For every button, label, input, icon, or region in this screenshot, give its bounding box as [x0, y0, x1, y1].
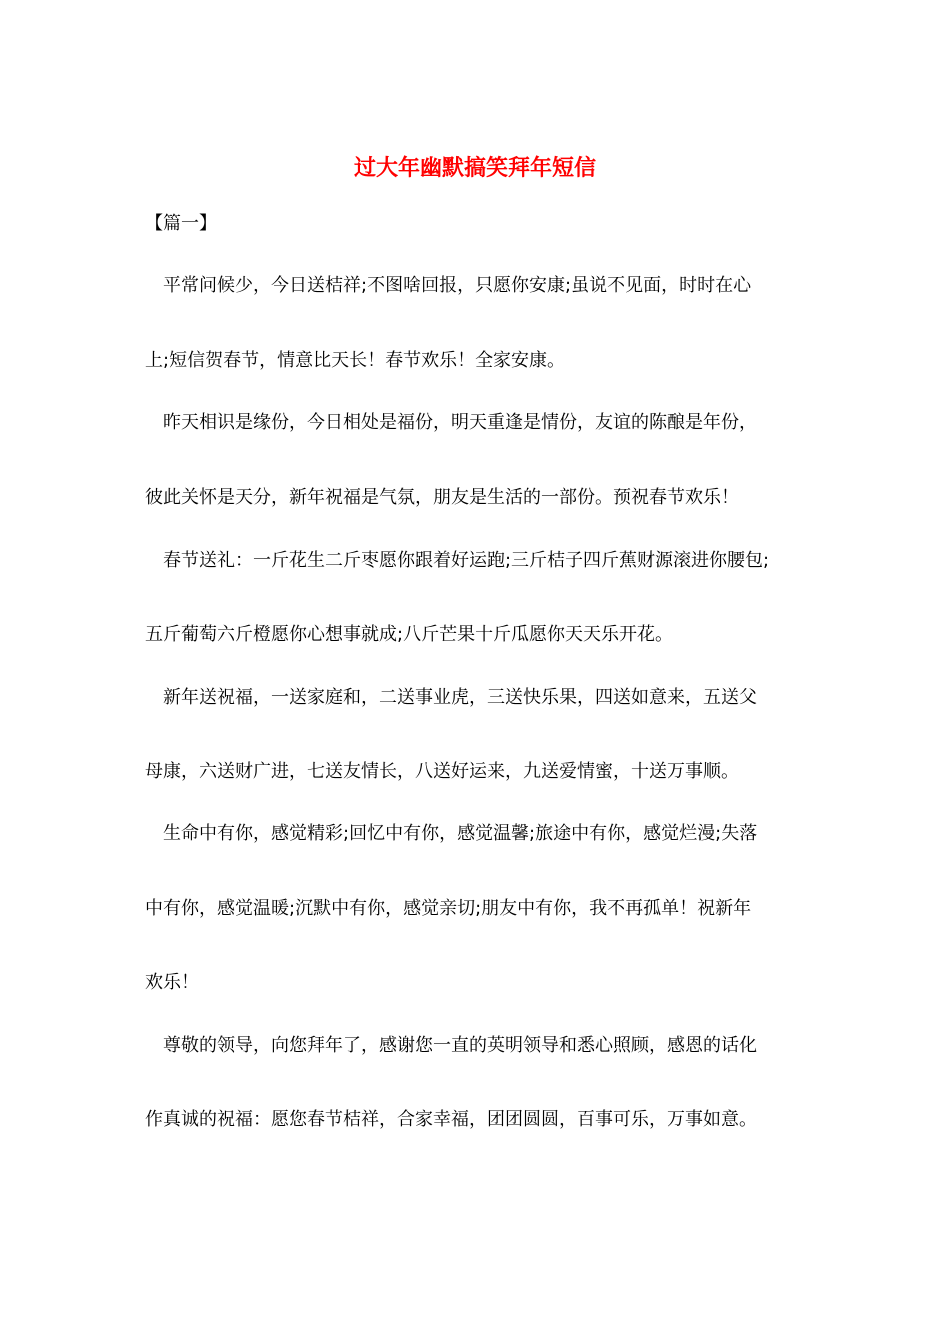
paragraph-line: 新年送祝福，一送家庭和，二送事业虎，三送快乐果，四送如意来，五送父: [163, 687, 757, 708]
paragraph-line: 生命中有你，感觉精彩;回忆中有你，感觉温馨;旅途中有你，感觉烂漫;失落: [163, 823, 758, 844]
paragraph-line: 母康，六送财广进，七送友情长，八送好运来，九送爱情蜜，十送万事顺。: [145, 761, 739, 782]
paragraph-line: 春节送礼：一斤花生二斤枣愿你跟着好运跑;三斤桔子四斤蕉财源滚进你腰包;: [163, 550, 770, 571]
paragraph-line: 尊敬的领导，向您拜年了，感谢您一直的英明领导和悉心照顾，感恩的话化: [163, 1035, 757, 1056]
section-label: 【篇一】: [145, 213, 217, 234]
paragraph-line: 昨天相识是缘份，今日相处是福份，明天重逢是情份，友谊的陈酿是年份，: [163, 412, 757, 433]
paragraph-line: 上;短信贺春节，情意比天长！春节欢乐！全家安康。: [145, 350, 566, 371]
paragraph-line: 彼此关怀是天分，新年祝福是气氛，朋友是生活的一部份。预祝春节欢乐！: [145, 487, 739, 508]
paragraph-line: 作真诚的祝福：愿您春节桔祥，合家幸福，团团圆圆，百事可乐，万事如意。: [145, 1109, 757, 1130]
paragraph-line: 平常问候少，今日送桔祥;不图啥回报，只愿你安康;虽说不见面，时时在心: [163, 275, 752, 296]
paragraph-line: 欢乐！: [145, 972, 199, 993]
paragraph-line: 五斤葡萄六斤橙愿你心想事就成;八斤芒果十斤瓜愿你天天乐开花。: [145, 624, 674, 645]
document-title: 过大年幽默搞笑拜年短信: [353, 155, 596, 181]
paragraph-line: 中有你，感觉温暖;沉默中有你，感觉亲切;朋友中有你，我不再孤单！祝新年: [145, 898, 752, 919]
